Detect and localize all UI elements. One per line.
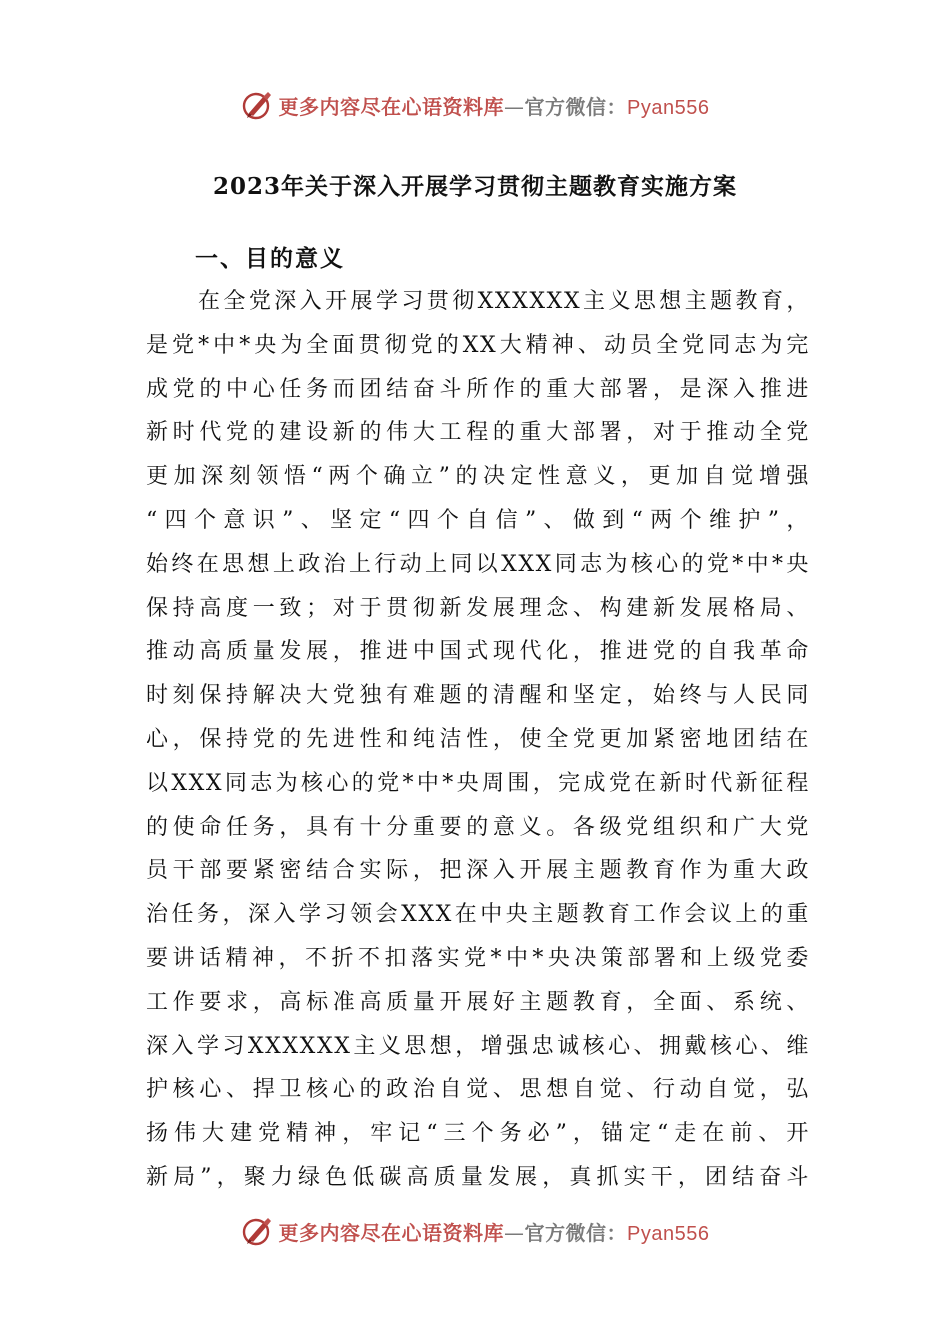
body-line: 新时代党的建设新的伟大工程的重大部署，对于推动全党 xyxy=(146,420,810,446)
body-line: 新局”，聚力绿色低碳高质量发展，真抓实干，团结奋斗 xyxy=(146,1164,810,1190)
body-line: 扬伟大建党精神，牢记“三个务必”，锚定“走在前、开 xyxy=(146,1121,810,1147)
banner-library-text: 更多内容尽在心语资料库 xyxy=(278,1220,505,1245)
banner-wechat-id: Pyan556 xyxy=(627,96,710,119)
body-line: 心，保持党的先进性和纯洁性，使全党更加紧密地团结在 xyxy=(146,726,810,752)
banner-wechat-label: 官方微信： xyxy=(524,94,628,119)
banner-wechat-id: Pyan556 xyxy=(627,1222,710,1245)
header-banner xyxy=(0,80,950,130)
section-heading: 一、目的意义 xyxy=(195,245,345,272)
body-line: 推动高质量发展，推进中国式现代化，推进党的自我革命 xyxy=(146,639,810,665)
body-line: 始终在思想上政治上行动上同以XXX同志为核心的党*中*央 xyxy=(146,551,810,577)
body-line: 以XXX同志为核心的党*中*央周围，完成党在新时代新征程 xyxy=(146,770,810,796)
pen-logo-icon xyxy=(241,1215,273,1247)
body-line: 深入学习XXXXXX主义思想，增强忠诚核心、拥戴核心、维 xyxy=(146,1033,810,1059)
body-line: 要讲话精神，不折不扣落实党*中*央决策部署和上级党委 xyxy=(146,945,810,971)
body-line: 保持高度一致；对于贯彻新发展理念、构建新发展格局、 xyxy=(146,595,810,621)
body-line: “四个意识”、坚定“四个自信”、做到“两个维护”， xyxy=(146,507,810,533)
body-line: 员干部要紧密结合实际，把深入开展主题教育作为重大政 xyxy=(146,858,810,884)
banner-message xyxy=(279,1217,710,1246)
banner-library-text: 更多内容尽在心语资料库 xyxy=(278,94,505,119)
body-line: 成党的中心任务而团结奋斗所作的重大部署，是深入推进 xyxy=(146,376,810,402)
body-paragraph xyxy=(146,280,810,1200)
footer-banner xyxy=(0,1206,950,1256)
body-line: 治任务，深入学习领会XXX在中央主题教育工作会议上的重 xyxy=(146,902,810,928)
banner-message xyxy=(279,91,710,120)
body-line: 工作要求，高标准高质量开展好主题教育，全面、系统、 xyxy=(146,989,810,1015)
body-line: 更加深刻领悟“两个确立”的决定性意义，更加自觉增强 xyxy=(146,464,810,490)
body-line: 在全党深入开展学习贯彻XXXXXX主义思想主题教育， xyxy=(198,289,810,314)
pen-logo-icon xyxy=(241,89,273,121)
body-line: 的使命任务，具有十分重要的意义。各级党组织和广大党 xyxy=(146,814,810,840)
body-line: 时刻保持解决大党独有难题的清醒和坚定，始终与人民同 xyxy=(146,683,810,709)
document-title: 2023年关于深入开展学习贯彻主题教育实施方案 xyxy=(212,173,737,200)
body-line: 是党*中*央为全面贯彻党的XX大精神、动员全党同志为完 xyxy=(146,332,810,358)
body-line: 护核心、捍卫核心的政治自觉、思想自觉、行动自觉，弘 xyxy=(146,1077,810,1103)
banner-wechat-label: 官方微信： xyxy=(524,1220,628,1245)
banner-dash: — xyxy=(504,1220,525,1245)
banner-dash: — xyxy=(504,94,525,119)
